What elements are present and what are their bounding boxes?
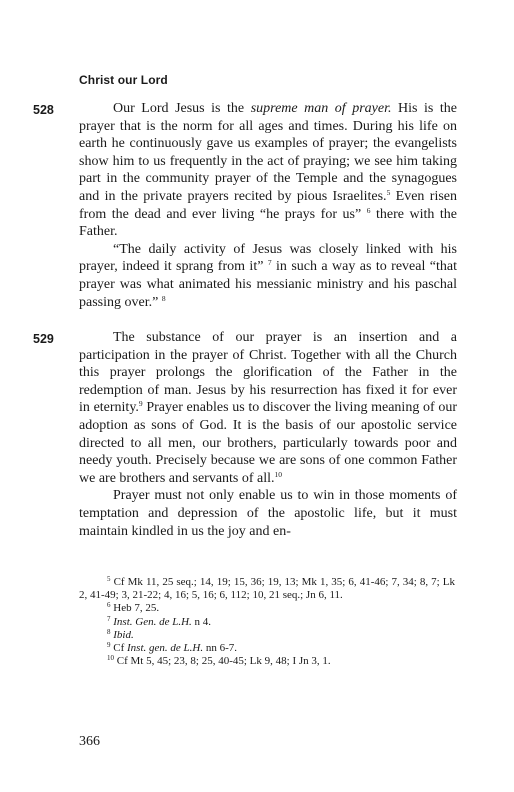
footnote-9: $^9$ Cf Inst. gen. de L.H. nn 6-7.: [107, 641, 237, 655]
footnote-ref: 9: [138, 399, 143, 409]
footnotes: [79, 576, 455, 668]
paragraph-number-529: 529: [33, 332, 54, 346]
footnote-8: $^8$ Ibid.: [107, 627, 134, 641]
running-header: Christ our Lord: [79, 73, 168, 87]
emphasis-text: supreme man of prayer.: [250, 101, 392, 116]
paragraph-528: Our Lord Jesus is the supreme man of prayer. His is the prayer that is the norm for all ages and times. During his life on earth he continuously gave us examples of prayer; the evangelists show him to us frequently in the act of praying; we see him taking part in the community prayer of the Temple and the synagogues and in the private prayers recited by pious Israelites.$^5$ Even risen from the dead and ever living “he prays for us” $^6$ there with the Father.: [79, 101, 458, 240]
page-number: 366: [79, 734, 100, 749]
paragraph-529: The substance of our prayer is an insertion and a participation in the prayer of Christ. Together with all the Church this prayer prolongs the glorification of the Father in the redemption of man. Jesus by his resurrection has fixed it for ever in eternity.$^9$ Prayer enables us to discover the living meaning of our adoption as sons of God. It is the basis of our apostolic service directed to all men, our brothers, particularly towards poor and needy youth. Precisely because we are sons of one common Father we are brothers and servants of all.$^{10}$: [79, 330, 457, 486]
footnote-5: $^5$ Cf Mk 11, 25 seq.; 14, 19; 15, 36; 19, 13; Mk 1, 35; 6, 41-46; 7, 34; 8, 7; Lk 2, 41-49; 3, 21-22; 4, 16; 5, 16; 6, 112; 10, 21 seq.; Jn 6, 11.: [79, 575, 456, 602]
section-529: [79, 329, 457, 540]
footnote-7: $^7$ Inst. Gen. de L.H. n 4.: [107, 614, 212, 628]
paragraph-529-continued: Prayer must not only enable us to win in those moments of temptation and depression of the apostolic life, but it must maintain kindled in us the joy and en-: [79, 488, 457, 539]
footnote-ref: 8: [161, 293, 166, 303]
paragraph-528-continued: “The daily activity of Jesus was closely linked with his prayer, indeed it sprang from it” $^7$ in such a way as to reveal “that prayer was what animated his messianic ministry and his paschal passing over.” $^8$: [79, 241, 457, 310]
footnote-ref: 5: [386, 187, 391, 197]
footnote-ref: 6: [366, 205, 371, 215]
paragraph-number-528: 528: [33, 103, 54, 117]
footnote-6: $^6$ Heb 7, 25.: [107, 601, 160, 615]
footnote-ref: 7: [267, 258, 272, 268]
footnote-10: $^{10}$ Cf Mt 5, 45; 23, 8; 25, 40-45; Lk 9, 48; I Jn 3, 1.: [107, 654, 331, 668]
section-528: [79, 100, 457, 311]
footnote-ref: 10: [274, 469, 283, 479]
